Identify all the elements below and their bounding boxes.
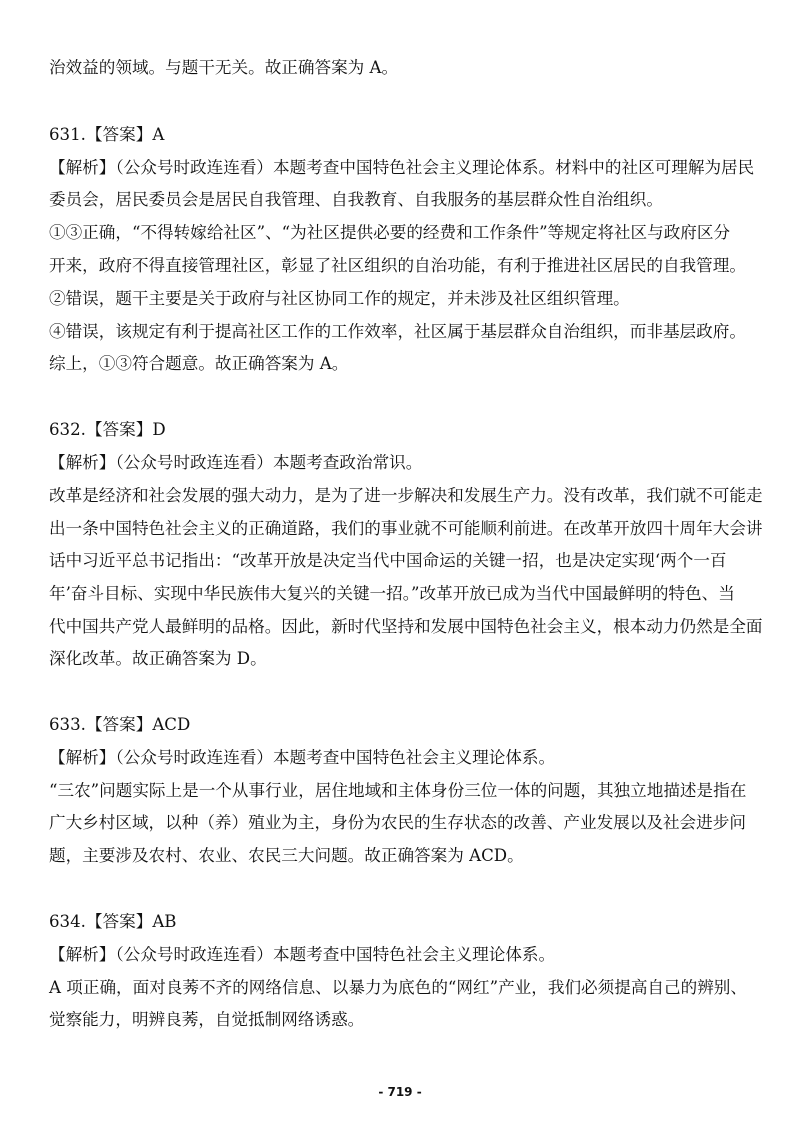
text-line: 【解析】（公众号时政连连看）本题考查中国特色社会主义理论体系。 [49,945,556,964]
text-line: 话中习近平总书记指出：“改革开放是决定当代中国命运的关键一招，也是决定实现‘两个一百 [49,551,727,570]
text-line: 【解析】（公众号时政连连看）本题考查政治常识。 [49,453,423,472]
text-line: 题，主要涉及农村、农业、农民三大问题。故正确答案为 ACD。 [49,846,524,865]
text-line: ②错误，题干主要是关于政府与社区协同工作的规定，并未涉及社区组织管理。 [49,289,630,308]
text-line: 出一条中国特色社会主义的正确道路，我们的事业就不可能顺利前进。在改革开放四十周年大会讲 [49,519,763,538]
text-line: 【解析】（公众号时政连连看）本题考查中国特色社会主义理论体系。材料中的社区可理解为居民 [49,158,755,177]
text-line: 委员会，居民委员会是居民自我管理、自我教育、自我服务的基层群众性自治组织。 [49,190,663,209]
text-line: 年’奋斗目标、实现中华民族伟大复兴的关键一招。”改革开放已成为当代中国最鲜明的特色、当 [49,584,735,603]
answer-heading-632: 632.【答案】D [49,420,166,439]
answer-heading-633: 633.【答案】ACD [49,715,191,734]
text-line: 代中国共产党人最鲜明的品格。因此，新时代坚持和发展中国特色社会主义，根本动力仍然是全面 [49,617,763,636]
page-number: - 719 - [378,1085,422,1099]
text-line: 【解析】（公众号时政连连看）本题考查中国特色社会主义理论体系。 [49,748,556,767]
answer-heading-631: 631.【答案】A [49,125,165,144]
text-line: ④错误，该规定有利于提高社区工作的工作效率，社区属于基层群众自治组织，而非基层政府。 [49,322,746,341]
text-line: 深化改革。故正确答案为 D。 [49,649,267,668]
answer-heading-634: 634.【答案】AB [49,912,177,931]
text-line: ①③正确，“不得转嫁给社区”、“为社区提供必要的经费和工作条件”等规定将社区与政府区分 [49,223,731,242]
text-line: 综上，①③符合题意。故正确答案为 A。 [49,354,349,373]
text-line: 治效益的领域。与题干无关。故正确答案为 A。 [49,58,399,77]
text-line: 广大乡村区域，以种（养）殖业为主，身份为农民的生存状态的改善、产业发展以及社会进步问 [49,813,746,832]
text-line: 觉察能力，明辨良莠，自觉抵制网络诱惑。 [49,1010,365,1029]
text-line: “三农”问题实际上是一个从事行业，居住地域和主体身份三位一体的问题，其独立地描述是指在 [49,781,747,800]
text-line: A 项正确，面对良莠不齐的网络信息、以暴力为底色的“网红”产业，我们必须提高自己的辨别、 [49,978,747,997]
text-line: 改革是经济和社会发展的强大动力，是为了进一步解决和发展生产力。没有改革，我们就不可能走 [49,486,763,505]
text-line: 开来，政府不得直接管理社区，彰显了社区组织的自治功能，有利于推进社区居民的自我管理。 [49,256,746,275]
